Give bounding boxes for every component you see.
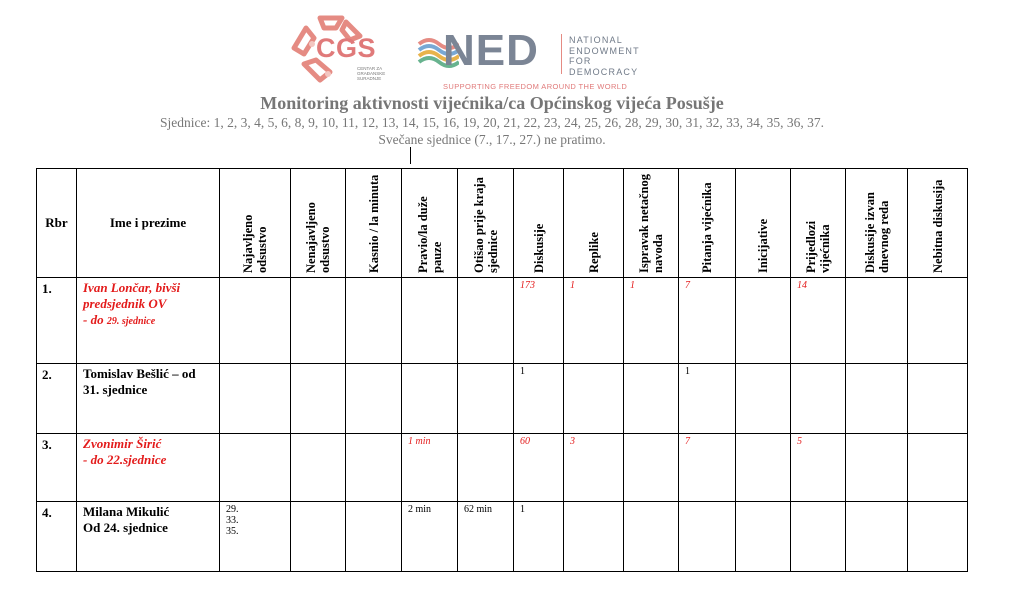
cell: 2 min [402,502,458,572]
cell [346,278,402,364]
cell [624,502,679,572]
cell [458,434,514,502]
name-sub: Od 24. sjednice [83,520,168,535]
header-proposals [791,169,846,278]
header-late-minutes [346,169,402,278]
table-row [37,434,968,502]
cell [220,434,291,502]
cell [291,364,346,434]
cell: 7 [679,278,736,364]
cell: 3 [564,434,624,502]
cell: 5 [791,434,846,502]
councillor-name [77,502,220,572]
cell [402,278,458,364]
ned-full-name [569,35,640,77]
cell [908,364,968,434]
cell [908,278,968,364]
header-announced-absence [220,169,291,278]
ned-full-line: ENDOWMENT [569,45,640,56]
cell [624,364,679,434]
table-row [37,364,968,434]
cell [291,434,346,502]
header-label: Pravio/la duže pauze [415,196,444,273]
cell [846,434,908,502]
header-name: Ime i prezime [77,169,220,278]
cell [736,278,791,364]
cell [846,364,908,434]
ned-logo-text: NED [443,26,539,75]
cell [220,364,291,434]
header-label: Diskusije izvan dnevnog reda [862,192,891,273]
header-label: Najavljeno odsustvo [241,214,269,273]
cell: 62 min [458,502,514,572]
cell: 7 [679,434,736,502]
ned-slogan: SUPPORTING FREEDOM AROUND THE WORLD [443,82,628,91]
cell: 60 [514,434,564,502]
cgs-logo-subtitle: CENTAR ZA GRAĐANSKE SURADNJE [357,66,386,81]
name-main: Milana Mikulić [83,504,170,519]
cell [736,434,791,502]
row-number: 2. [37,364,77,434]
councillor-name [77,434,220,502]
cell: 173 [514,278,564,364]
header-corrections [624,169,679,278]
cell [346,364,402,434]
cell [564,502,624,572]
header-questions [679,169,736,278]
cell [220,502,291,572]
header-label: Replike [586,232,601,273]
name-sub: - do 22.sjednice [83,452,167,467]
cell: 1 [514,502,564,572]
header-off-agenda [846,169,908,278]
cell [624,434,679,502]
session-ref: 35. [226,526,239,537]
header-label: Ispravak netačnog navoda [637,174,665,273]
header-unannounced-absence [291,169,346,278]
header-label: Inicijative [756,218,770,273]
header-label: Prijedlozi vijećnika [804,220,832,273]
cell: 1 min [402,434,458,502]
cgs-logo-text: CGS [316,33,377,63]
ceremonial-note: Svečane sjednice (7., 17., 27.) ne pratimo. [378,132,606,147]
document-title: Monitoring aktivnosti vijećnika/ca Općinskog vijeća Posušje [260,93,724,113]
cell [291,502,346,572]
cell [458,364,514,434]
header-long-breaks [402,169,458,278]
cell [908,434,968,502]
cell [908,502,968,572]
header-label: Diskusije [531,223,546,273]
cell [220,278,291,364]
cell [791,364,846,434]
header-label: Kasnio / la minuta [366,174,381,273]
cell [346,434,402,502]
header-label: Otišao prije kraja sjednice [471,177,500,273]
row-number: 1. [37,278,77,364]
header-row [37,169,968,278]
header-label: Pitanja vijećnika [700,182,714,273]
cell [679,502,736,572]
row-number: 3. [37,434,77,502]
cell: 1 [514,364,564,434]
header-replies [564,169,624,278]
session-ref: 29. [226,504,239,515]
cell [736,502,791,572]
cell [564,364,624,434]
header-rbr: Rbr [37,169,77,278]
table-row [37,502,968,572]
name-main: Zvonimir Širić [83,436,162,451]
cell [736,364,791,434]
cell: 1 [564,278,624,364]
table-row [37,278,968,364]
cell [402,364,458,434]
header-initiatives [736,169,791,278]
cell [291,278,346,364]
cell [846,278,908,364]
cell: 14 [791,278,846,364]
name-sub-prefix: - do [83,312,107,327]
sessions-list: Sjednice: 1, 2, 3, 4, 5, 6, 8, 9, 10, 11, 12, 13, 14, 15, 16, 19, 20, 21, 22, 23, 24, 25, 26, 28, 29, 30, 31, 32, 33, 34, 35, 36, 37. [160,115,824,130]
header-label: Nenajavljeno odsustvo [304,202,332,273]
cell: 1 [679,364,736,434]
header-left-early [458,169,514,278]
cell [791,502,846,572]
ned-full-line: FOR [569,56,592,66]
header-label: Nebitna diskusija [930,179,945,273]
ned-divider [561,34,562,74]
session-ref: 33. [226,515,239,526]
header-discussions [514,169,564,278]
cell [846,502,908,572]
cell [346,502,402,572]
councillor-name [77,278,220,364]
name-main: Ivan Lončar, bivši predsjednik OV [83,280,181,311]
header-irrelevant [908,169,968,278]
ned-full-line: NATIONAL [569,35,623,45]
row-number: 4. [37,502,77,572]
monitoring-table [36,168,968,572]
text-cursor [410,147,411,164]
councillor-name: Tomislav Bešlić – od 31. sjednice [77,364,220,434]
ned-full-line: DEMOCRACY [569,66,639,77]
name-sub-small: 29. sjednice [106,316,156,327]
cell: 1 [624,278,679,364]
cell [458,278,514,364]
